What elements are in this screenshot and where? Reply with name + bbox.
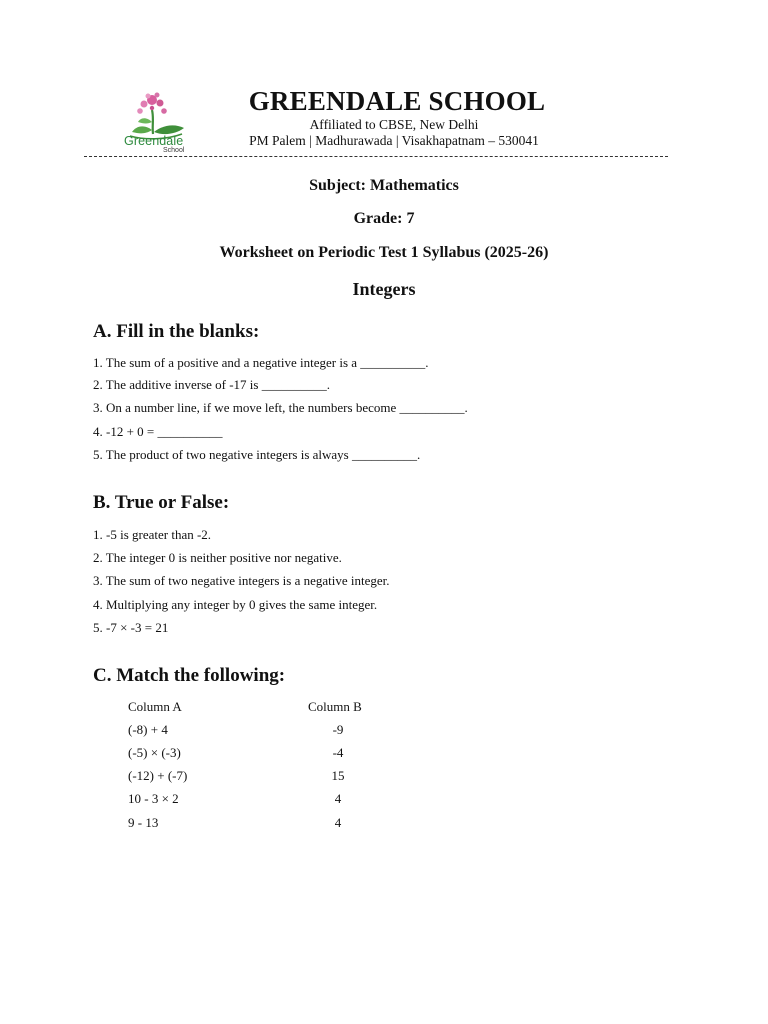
column-a-item: (-12) + (-7) xyxy=(128,768,188,783)
section-b-question: 4. Multiplying any integer by 0 gives the same integer. xyxy=(93,597,378,612)
section-b-title: B. True or False: xyxy=(93,492,230,513)
section-a-title: A. Fill in the blanks: xyxy=(93,321,260,342)
section-b-question: 5. -7 × -3 = 21 xyxy=(93,620,169,635)
section-a-question: 1. The sum of a positive and a negative integer is a __________. xyxy=(93,355,429,370)
logo-name-text: Greendale xyxy=(124,134,184,148)
logo-sub-text: School xyxy=(163,147,185,154)
school-name: GREENDALE SCHOOL xyxy=(248,86,546,116)
section-a-question: 4. -12 + 0 = __________ xyxy=(93,424,223,439)
section-b-question: 3. The sum of two negative integers is a negative integer. xyxy=(93,573,390,588)
section-a-question: 3. On a number line, if we move left, the numbers become __________. xyxy=(93,400,468,415)
column-b-item: 15 xyxy=(331,768,345,783)
column-a-item: 9 - 13 xyxy=(128,815,159,830)
column-a-item: (-5) × (-3) xyxy=(128,745,181,760)
header-divider xyxy=(84,156,668,157)
section-c-title: C. Match the following: xyxy=(93,665,286,686)
column-b-item: 4 xyxy=(334,815,342,830)
section-a-question: 2. The additive inverse of -17 is __________. xyxy=(93,377,330,392)
column-b-item: 4 xyxy=(334,791,342,806)
address-text: PM Palem | Madhurawada | Visakhapatnam – 530041 xyxy=(249,133,539,148)
worksheet-heading: Worksheet on Periodic Test 1 Syllabus (2025-26) xyxy=(219,244,549,261)
column-a-header: Column A xyxy=(128,699,182,714)
topic-heading: Integers xyxy=(352,279,416,299)
affiliation-text: Affiliated to CBSE, New Delhi xyxy=(309,117,479,132)
column-a-item: 10 - 3 × 2 xyxy=(128,791,179,806)
column-b-header: Column B xyxy=(308,699,362,714)
subject-heading: Subject: Mathematics xyxy=(309,177,459,194)
section-a-question: 5. The product of two negative integers is always __________. xyxy=(93,447,421,462)
section-b-question: 2. The integer 0 is neither positive nor negative. xyxy=(93,550,342,565)
grade-heading: Grade: 7 xyxy=(353,210,415,227)
column-a-item: (-8) + 4 xyxy=(128,722,168,737)
column-b-item: -4 xyxy=(332,745,344,760)
section-b-question: 1. -5 is greater than -2. xyxy=(93,527,212,542)
column-b-item: -9 xyxy=(332,722,344,737)
